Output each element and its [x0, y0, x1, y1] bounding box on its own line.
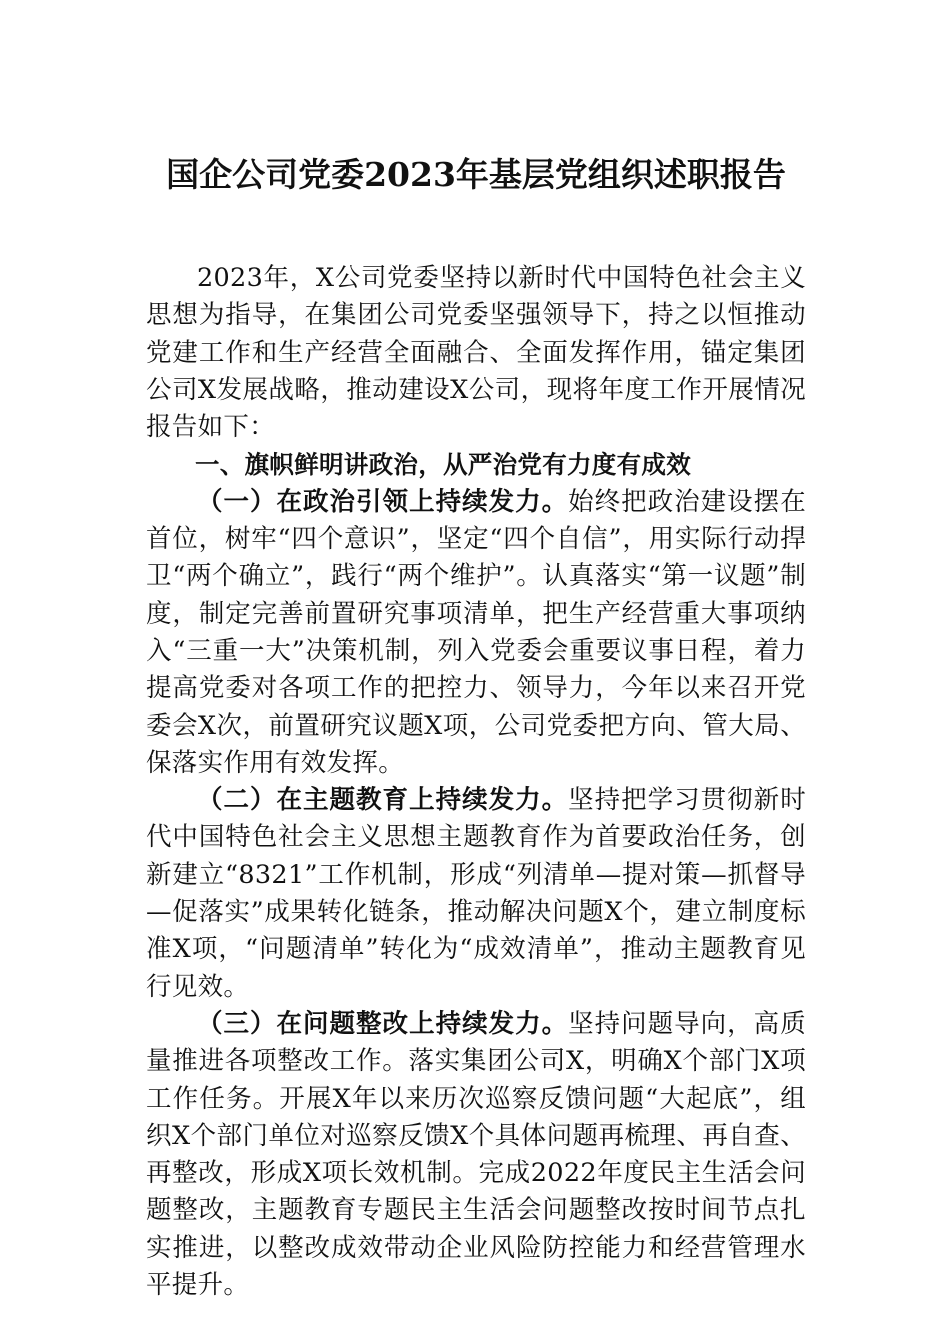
intro-paragraph: 2023年，X公司党委坚持以新时代中国特色社会主义思想为指导，在集团公司党委坚强领导下，持之以恒推动党建工作和生产经营全面融合、全面发挥作用，锚定集团公司X发展战略，推动建设X公司，现将年度工作开展情况报告如下： [146, 263, 806, 443]
paragraph-theme-education [146, 782, 806, 1006]
paragraph-body: 坚持把学习贯彻新时代中国特色社会主义思想主题教育作为首要政治任务，创新建立“8321”工作机制，形成“列清单—提对策—抓督导—促落实”成果转化链条，推动解决问题X个，建立制度标准X项，“问题清单”转化为“成效清单”，推动主题教育见行见效。 [146, 785, 806, 1002]
subsection-heading: （三）在问题整改上持续发力。 [197, 1008, 569, 1039]
subsection-heading: （二）在主题教育上持续发力。 [197, 785, 569, 816]
paragraph-body: 始终把政治建设摆在首位，树牢“四个意识”，坚定“四个自信”，用实际行动捍卫“两个确立”，践行“两个维护”。认真落实“第一议题”制度，制定完善前置研究事项清单，把生产经营重大事项纳入“三重一大”决策机制，列入党委会重要议事日程，着力提高党委对各项工作的把控力、领导力，今年以来召开党委会X次，前置研究议题X项，公司党委把方向、管大局、保落实作用有效发挥。 [146, 486, 806, 778]
document-page [146, 150, 806, 1304]
section-heading: 一、旗帜鲜明讲政治，从严治党有力度有成效 [195, 450, 691, 480]
document-title: 国企公司党委2023年基层党组织述职报告 [166, 155, 786, 194]
paragraph-rectification [146, 1006, 806, 1304]
paragraph-political-guidance [146, 484, 806, 782]
paragraph-body: 坚持问题导向，高质量推进各项整改工作。落实集团公司X，明确X个部门X项工作任务。开展X年以来历次巡察反馈问题“大起底”，组织X个部门单位对巡察反馈X个具体问题再梳理、再自查、再整改，形成X项长效机制。完成2022年度民主生活会问题整改，主题教育专题民主生活会问题整改按时间节点扎实推进，以整改成效带动企业风险防控能力和经营管理水平提升。 [146, 1008, 806, 1301]
subsection-heading: （一）在政治引领上持续发力。 [197, 486, 569, 517]
